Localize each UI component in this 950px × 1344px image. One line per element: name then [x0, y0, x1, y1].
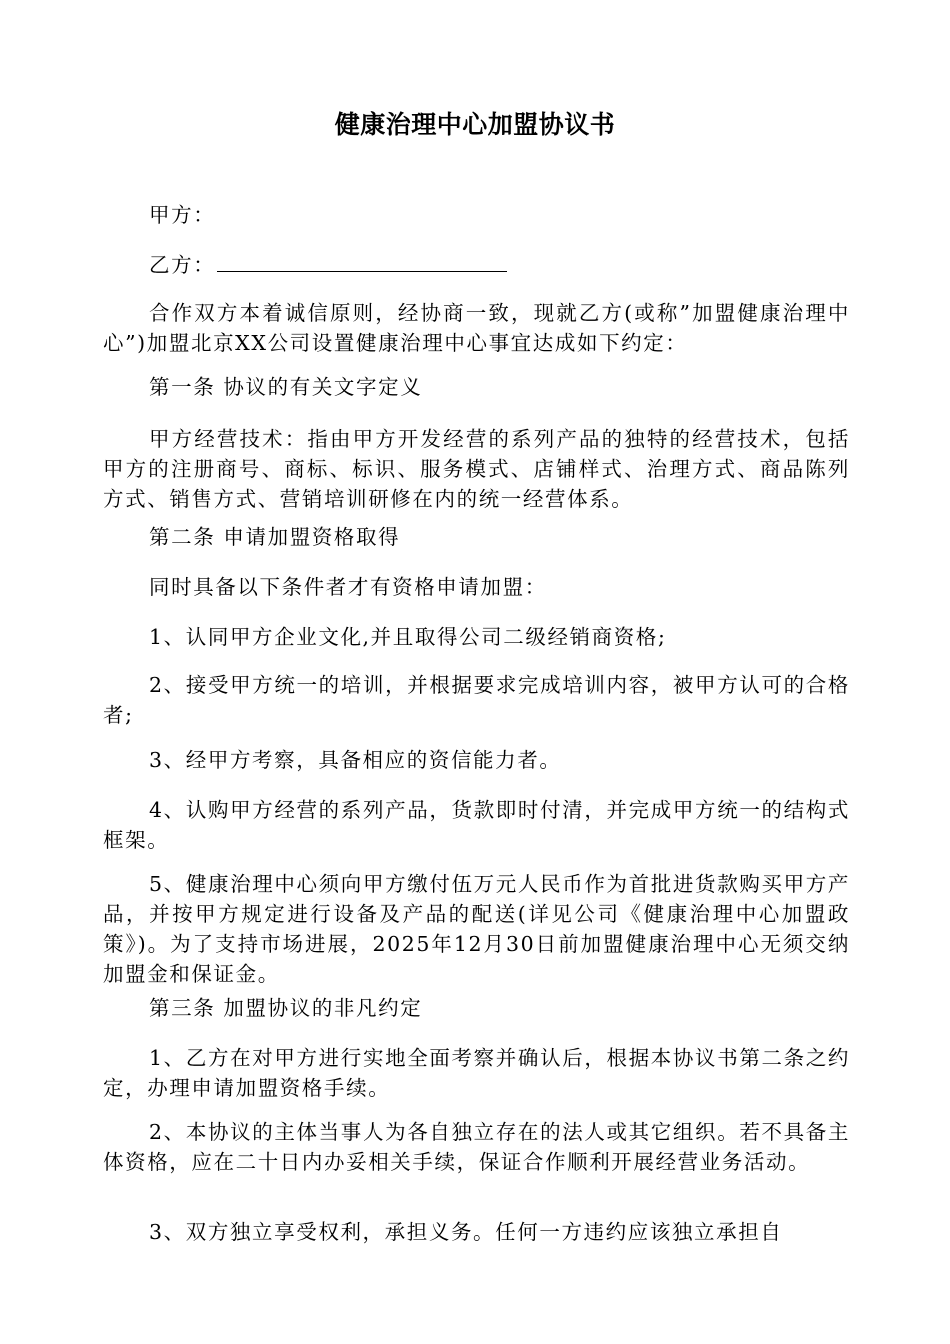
article3-item: 1、乙方在对甲方进行实地全面考察并确认后，根据本协议书第二条之约定，办理申请加盟资格手续。 — [103, 1046, 850, 1100]
article3-item: 3、双方独立享受权利，承担义务。任何一方违约应该独立承担自 — [149, 1220, 783, 1244]
article2-item: 2、接受甲方统一的培训，并根据要求完成培训内容，被甲方认可的合格者; — [103, 673, 850, 727]
article1-paragraph: 甲方经营技术：指由甲方开发经营的系列产品的独特的经营技术，包括甲方的注册商号、商标、标识、服务模式、店铺样式、治理方式、商品陈列方式、销售方式、营销培训研修在内的统一经营体系。 — [103, 427, 850, 511]
article2-heading: 第二条 申请加盟资格取得 — [149, 525, 401, 549]
party-b-label: 乙方： — [149, 253, 216, 277]
article3-item: 2、本协议的主体当事人为各自独立存在的法人或其它组织。若不具备主体资格，应在二十日内办妥相关手续，保证合作顺利开展经营业务活动。 — [103, 1120, 850, 1174]
document-title: 健康治理中心加盟协议书 — [334, 110, 616, 139]
article1-heading: 第一条 协议的有关文字定义 — [149, 375, 423, 399]
party-a-line — [103, 200, 850, 230]
article2-item: 5、健康治理中心须向甲方缴付伍万元人民币作为首批进货款购买甲方产品，并按甲方规定进行设备及产品的配送(详见公司《健康治理中心加盟政策》)。为了支持市场进展，2025年12月30日前加盟健康治理中心无须交纳加盟金和保证金。 — [103, 872, 850, 986]
intro-paragraph: 合作双方本着诚信原则，经协商一致，现就乙方(或称”加盟健康治理中心”)加盟北京XX公司设置健康治理中心事宜达成如下约定： — [103, 301, 850, 355]
party-a-label: 甲方： — [149, 203, 216, 227]
party-b-blank-line — [217, 251, 507, 272]
article2-item: 1、认同甲方企业文化,并且取得公司二级经销商资格; — [149, 625, 667, 649]
article2-item: 4、认购甲方经营的系列产品，货款即时付清，并完成甲方统一的结构式框架。 — [103, 798, 850, 852]
article3-heading: 第三条 加盟协议的非凡约定 — [149, 996, 423, 1020]
article2-item: 3、经甲方考察，具备相应的资信能力者。 — [149, 748, 562, 772]
article2-intro: 同时具备以下条件者才有资格申请加盟： — [149, 575, 547, 599]
party-b-line — [103, 250, 850, 280]
